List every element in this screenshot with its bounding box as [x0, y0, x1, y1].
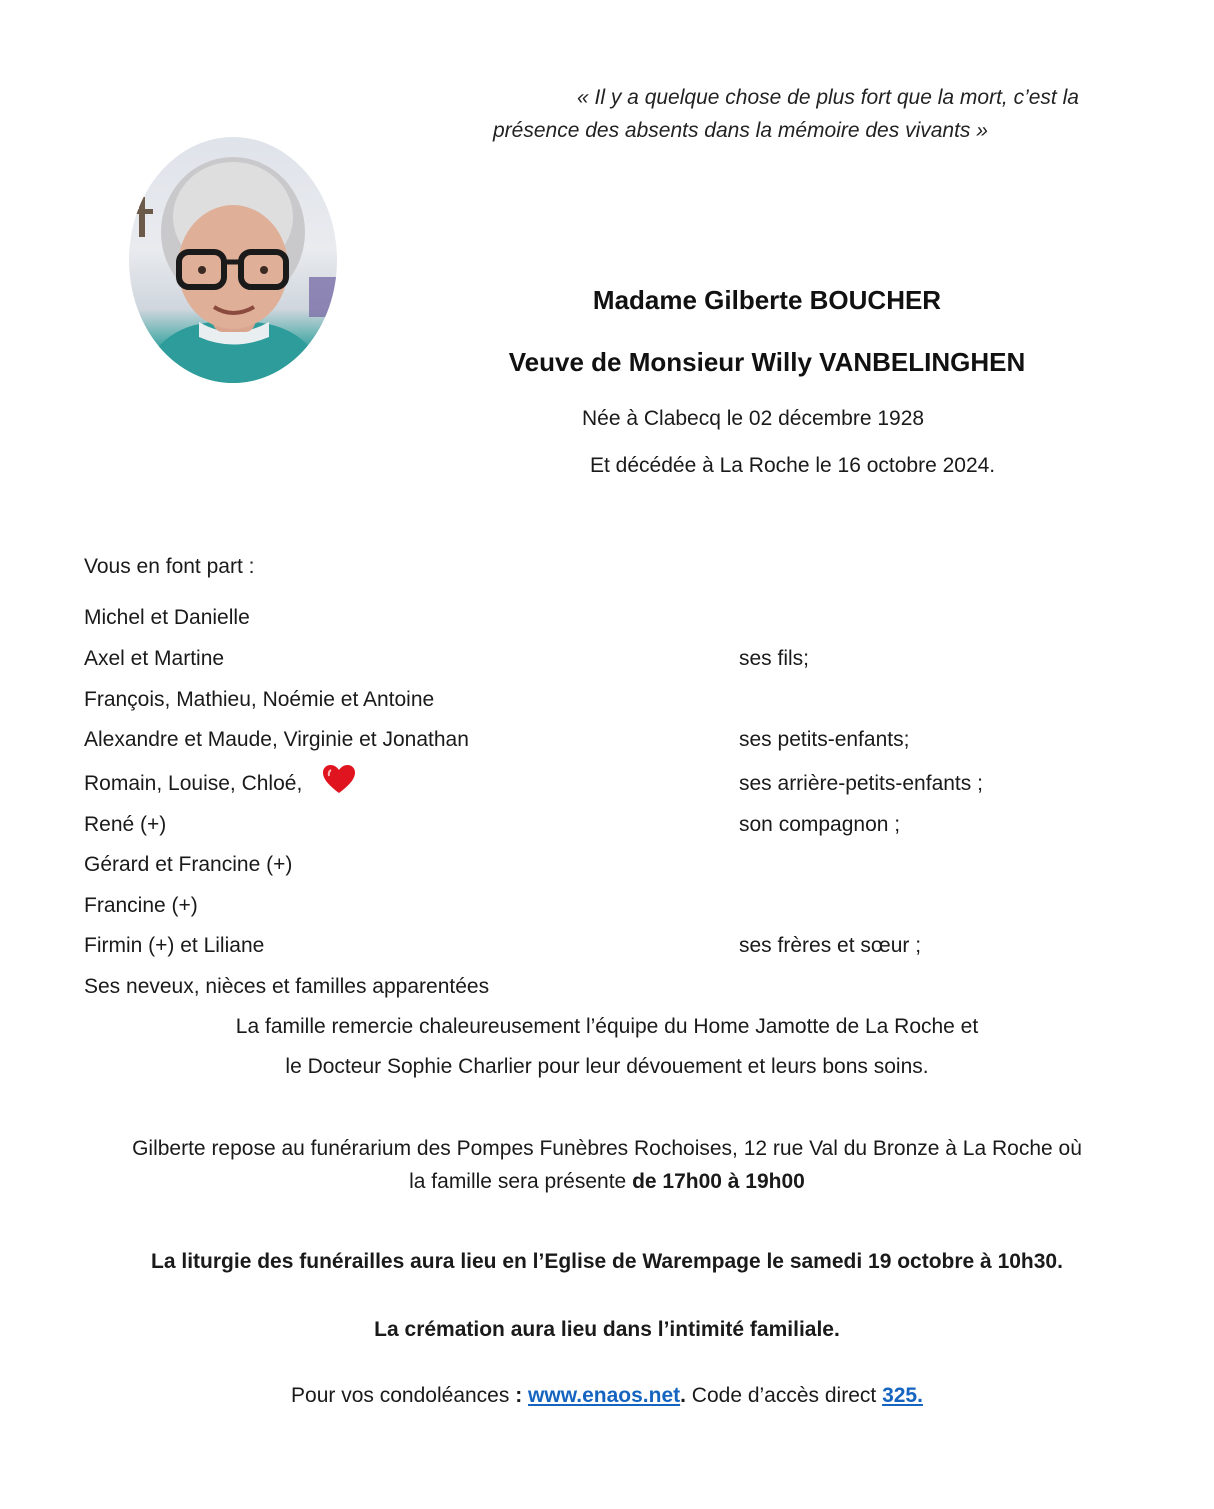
family-relation: son compagnon ; — [739, 813, 901, 836]
condolences-line — [0, 1384, 1214, 1408]
announce-label: Vous en font part : — [84, 555, 255, 578]
visitation-hours: de 17h00 à 19h00 — [632, 1170, 805, 1193]
family-names: Axel et Martine — [84, 647, 225, 670]
deceased-spouse: Veuve de Monsieur Willy VANBELINGHEN — [508, 347, 1026, 377]
heart-icon — [322, 764, 356, 794]
family-relation: ses fils; — [739, 647, 810, 670]
thanks-line-1: La famille remercie chaleureusement l’équipe du Home Jamotte de La Roche et — [235, 1015, 979, 1038]
visitation-line-1: Gilberte repose au funérarium des Pompes Funèbres Rochoises, 12 rue Val du Bronze à La Roche où — [132, 1137, 1082, 1160]
liturgy-info: La liturgie des funérailles aura lieu en l’Eglise de Warempage le samedi 19 octobre à 10h30. — [151, 1250, 1063, 1273]
family-names: René (+) — [84, 813, 167, 836]
link-dot: . — [680, 1384, 686, 1407]
family-relation: ses frères et sœur ; — [739, 934, 922, 957]
cremation-info: La crémation aura lieu dans l’intimité familiale. — [374, 1318, 840, 1341]
birth-info: Née à Clabecq le 02 décembre 1928 — [582, 407, 925, 430]
condolences-prefix: Pour vos condoléances — [291, 1384, 516, 1407]
thanks-line-2: le Docteur Sophie Charlier pour leur dévouement et leurs bons soins. — [285, 1055, 929, 1078]
family-names: Alexandre et Maude, Virginie et Jonathan — [84, 728, 469, 751]
family-names: Francine (+) — [84, 894, 198, 917]
visitation-line-2 — [0, 1170, 1214, 1194]
death-info: Et décédée à La Roche le 16 octobre 2024. — [590, 454, 996, 477]
family-names: Ses neveux, nièces et familles apparentées — [84, 975, 490, 998]
access-code-label: Code d’accès direct — [685, 1384, 883, 1407]
quote-line-2: présence des absents dans la mémoire des vivants » — [493, 119, 988, 142]
family-relation: ses arrière-petits-enfants ; — [739, 772, 983, 795]
condolences-link[interactable]: www.enaos.net — [528, 1384, 681, 1407]
visitation-text: la famille sera présente — [409, 1170, 633, 1193]
family-names: Romain, Louise, Chloé, — [84, 772, 303, 795]
access-code-link[interactable]: 325. — [882, 1384, 923, 1407]
family-relation: ses petits-enfants; — [739, 728, 910, 751]
family-names: Gérard et Francine (+) — [84, 853, 293, 876]
deceased-name: Madame Gilberte BOUCHER — [592, 285, 942, 315]
family-names: Michel et Danielle — [84, 606, 250, 629]
family-names: Firmin (+) et Liliane — [84, 934, 265, 957]
quote-line-1: « Il y a quelque chose de plus fort que la mort, c’est la — [577, 86, 1079, 109]
condolences-colon: : — [515, 1384, 523, 1407]
family-names: François, Mathieu, Noémie et Antoine — [84, 688, 435, 711]
